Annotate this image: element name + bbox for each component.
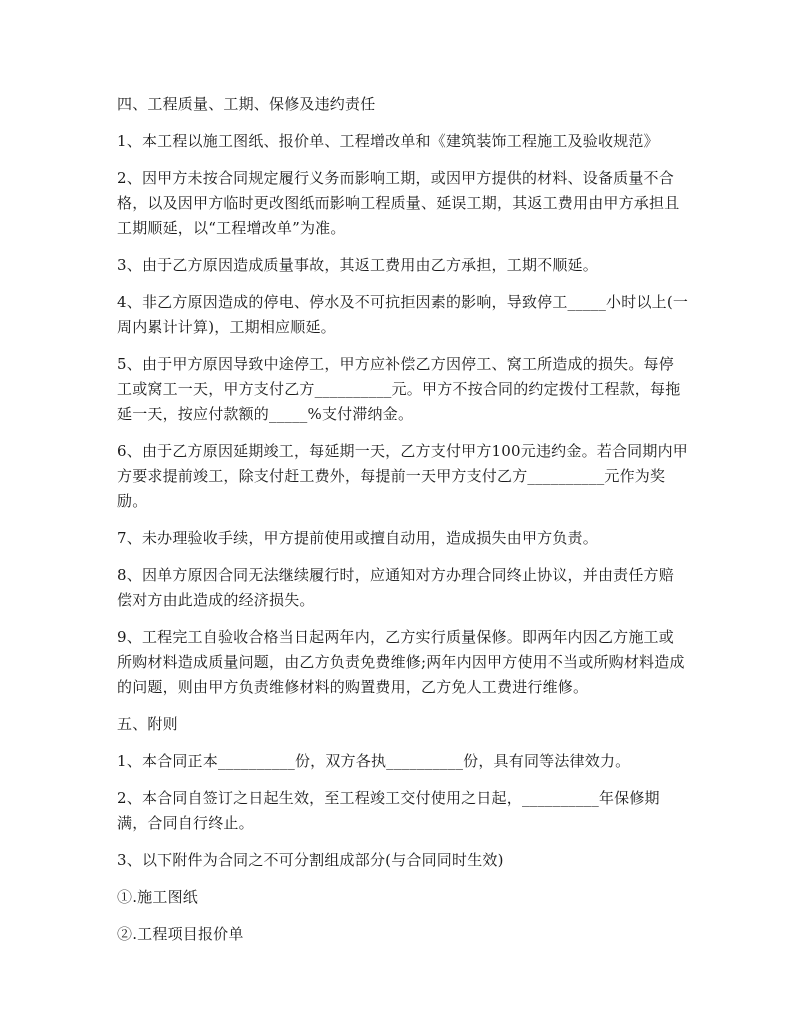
- clause-paragraph: 8、因单方原因合同无法继续履行时，应通知对方办理合同终止协议，并由责任方赔偿对方由此造成的经济损失。: [117, 566, 674, 609]
- clause-paragraph: 1、本工程以施工图纸、报价单、工程增改单和《建筑装饰工程施工及验收规范》: [117, 132, 659, 150]
- attachment-item: ①.施工图纸: [117, 888, 198, 906]
- clause-paragraph: 6、由于乙方原因延期竣工，每延期一天，乙方支付甲方100元违约金。若合同期内甲方要求提前竣工，除支付赶工费外，每提前一天甲方支付乙方__________元作为奖励。: [117, 442, 688, 510]
- section-heading-quality: 四、工程质量、工期、保修及违约责任: [117, 95, 376, 113]
- document-body: [117, 92, 689, 959]
- clause-paragraph: 2、因甲方未按合同规定履行义务而影响工期，或因甲方提供的材料、设备质量不合格，以及因甲方临时更改图纸而影响工程质量、延误工期，其返工费用由甲方承担且工期顺延，以“工程增改单”为准。: [117, 169, 680, 237]
- clause-paragraph: 7、未办理验收手续，甲方提前使用或擅自动用，造成损失由甲方负责。: [117, 529, 598, 547]
- clause-paragraph: 2、本合同自签订之日起生效，至工程竣工交付使用之日起，__________年保修期满，合同自行终止。: [117, 789, 660, 832]
- clause-paragraph: 9、工程完工自验收合格当日起两年内，乙方实行质量保修。即两年内因乙方施工或所购材料造成质量问题，由乙方负责免费维修;两年内因甲方使用不当或所购材料造成的问题，则由甲方负责维修材料的购置费用，乙方免人工费进行维修。: [117, 628, 685, 696]
- clause-paragraph: 3、以下附件为合同之不可分割组成部分(与合同同时生效): [117, 851, 504, 869]
- attachment-item: ②.工程项目报价单: [117, 925, 244, 943]
- clause-paragraph: 5、由于甲方原因导致中途停工，甲方应补偿乙方因停工、窝工所造成的损失。每停工或窝工一天，甲方支付乙方__________元。甲方不按合同的约定拨付工程款，每拖延一天，按应付款额的_____%支付滞纳金。: [117, 355, 681, 423]
- section-heading-supplementary: 五、附则: [117, 715, 178, 733]
- clause-paragraph: 1、本合同正本__________份，双方各执__________份，具有同等法律效力。: [117, 752, 631, 770]
- clause-paragraph: 3、由于乙方原因造成质量事故，其返工费用由乙方承担，工期不顺延。: [117, 256, 598, 274]
- clause-paragraph: 4、非乙方原因造成的停电、停水及不可抗拒因素的影响，导致停工_____小时以上(一周内累计计算)，工期相应顺延。: [117, 293, 689, 336]
